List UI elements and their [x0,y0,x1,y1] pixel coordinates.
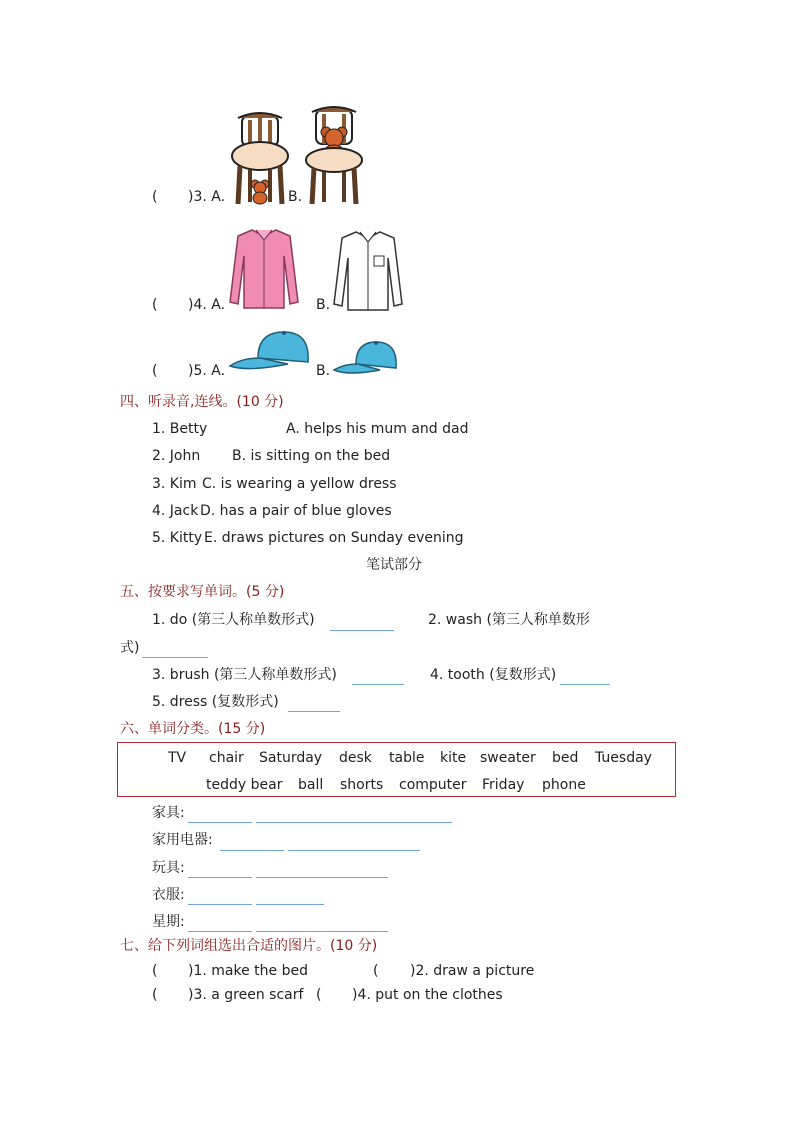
clothes-blank-2[interactable] [256,904,324,905]
word-sweater: sweater [480,750,536,766]
q3-number: )3. A. [188,189,226,205]
s7-open-paren-4: ( [316,987,322,1003]
white-shirt-image [332,228,404,312]
match-right-2: B. is sitting on the bed [232,448,391,464]
category-appliances: 家用电器: [152,832,213,848]
q5-option-b-label: B. [316,363,331,379]
word-phone: phone [542,777,586,793]
word-ball: ball [298,777,324,793]
q3-open-paren: ( [152,189,158,205]
large-blue-cap-image [228,328,312,374]
match-left-1: 1. Betty [152,421,208,437]
clothes-blank-1[interactable] [188,904,252,905]
s7-open-paren-3: ( [152,987,158,1003]
q5-open-paren: ( [152,363,158,379]
category-toys: 玩具: [152,860,185,876]
word-saturday: Saturday [259,750,323,766]
word-teddy-bear: teddy bear [206,777,283,793]
s5-blank-4[interactable] [560,684,610,685]
match-left-4: 4. Jack [152,503,199,519]
match-right-1: A. helps his mum and dad [286,421,469,437]
match-left-5: 5. Kitty [152,530,203,546]
match-right-4: D. has a pair of blue gloves [200,503,392,519]
category-weekdays: 星期: [152,914,185,930]
weekdays-blank-2[interactable] [256,931,388,932]
written-part-heading: 笔试部分 [366,557,422,573]
small-blue-cap-image [332,338,400,378]
s5-blank-1[interactable] [330,630,394,631]
s7-item-4: )4. put on the clothes [352,987,503,1003]
toys-blank-2[interactable] [256,877,388,878]
section7-title: 七、给下列词组选出合适的图片。(10 分) [120,938,378,954]
match-left-3: 3. Kim [152,476,197,492]
section5-title: 五、按要求写单词。(5 分) [120,584,285,600]
q4-number: )4. A. [188,297,226,313]
s7-open-paren-1: ( [152,963,158,979]
appliances-blank-1[interactable] [220,850,284,851]
toys-blank-1[interactable] [188,877,252,878]
s5-item-2-cont: 式) [120,640,140,656]
word-kite: kite [440,750,467,766]
furniture-blank-1[interactable] [188,822,252,823]
weekdays-blank-1[interactable] [188,931,252,932]
s5-blank-3[interactable] [352,684,404,685]
section6-title: 六、单词分类。(15 分) [120,721,266,737]
word-shorts: shorts [340,777,384,793]
word-bed: bed [552,750,579,766]
chair-with-bear-below-image [228,108,292,206]
match-right-5: E. draws pictures on Sunday evening [204,530,464,546]
s7-item-2: )2. draw a picture [410,963,535,979]
s5-item-3: 3. brush (第三人称单数形式) [152,667,337,683]
s7-item-1: )1. make the bed [188,963,308,979]
word-tuesday: Tuesday [595,750,652,766]
s7-open-paren-2: ( [373,963,379,979]
word-computer: computer [399,777,467,793]
section4-title: 四、听录音,连线。(10 分) [120,394,284,410]
match-left-2: 2. John [152,448,201,464]
pink-shirt-image [228,226,300,310]
s5-item-2: 2. wash (第三人称单数形 [428,612,590,628]
word-desk: desk [339,750,372,766]
appliances-blank-2[interactable] [288,850,420,851]
q5-number: )5. A. [188,363,226,379]
word-friday: Friday [482,777,525,793]
word-table: table [389,750,425,766]
q3-option-b-label: B. [288,189,303,205]
category-clothes: 衣服: [152,887,185,903]
q4-open-paren: ( [152,297,158,313]
match-right-3: C. is wearing a yellow dress [202,476,397,492]
s5-item-4: 4. tooth (复数形式) [430,667,557,683]
s5-item-5: 5. dress (复数形式) [152,694,279,710]
s5-blank-5[interactable] [288,711,340,712]
category-furniture: 家具: [152,805,185,821]
s5-blank-2[interactable] [142,657,208,658]
q4-option-b-label: B. [316,297,331,313]
s7-item-3: )3. a green scarf [188,987,304,1003]
word-tv: TV [168,750,187,766]
chair-with-bear-on-seat-image [302,102,366,206]
s5-item-1: 1. do (第三人称单数形式) [152,612,315,628]
furniture-blank-2[interactable] [256,822,452,823]
word-chair: chair [209,750,244,766]
